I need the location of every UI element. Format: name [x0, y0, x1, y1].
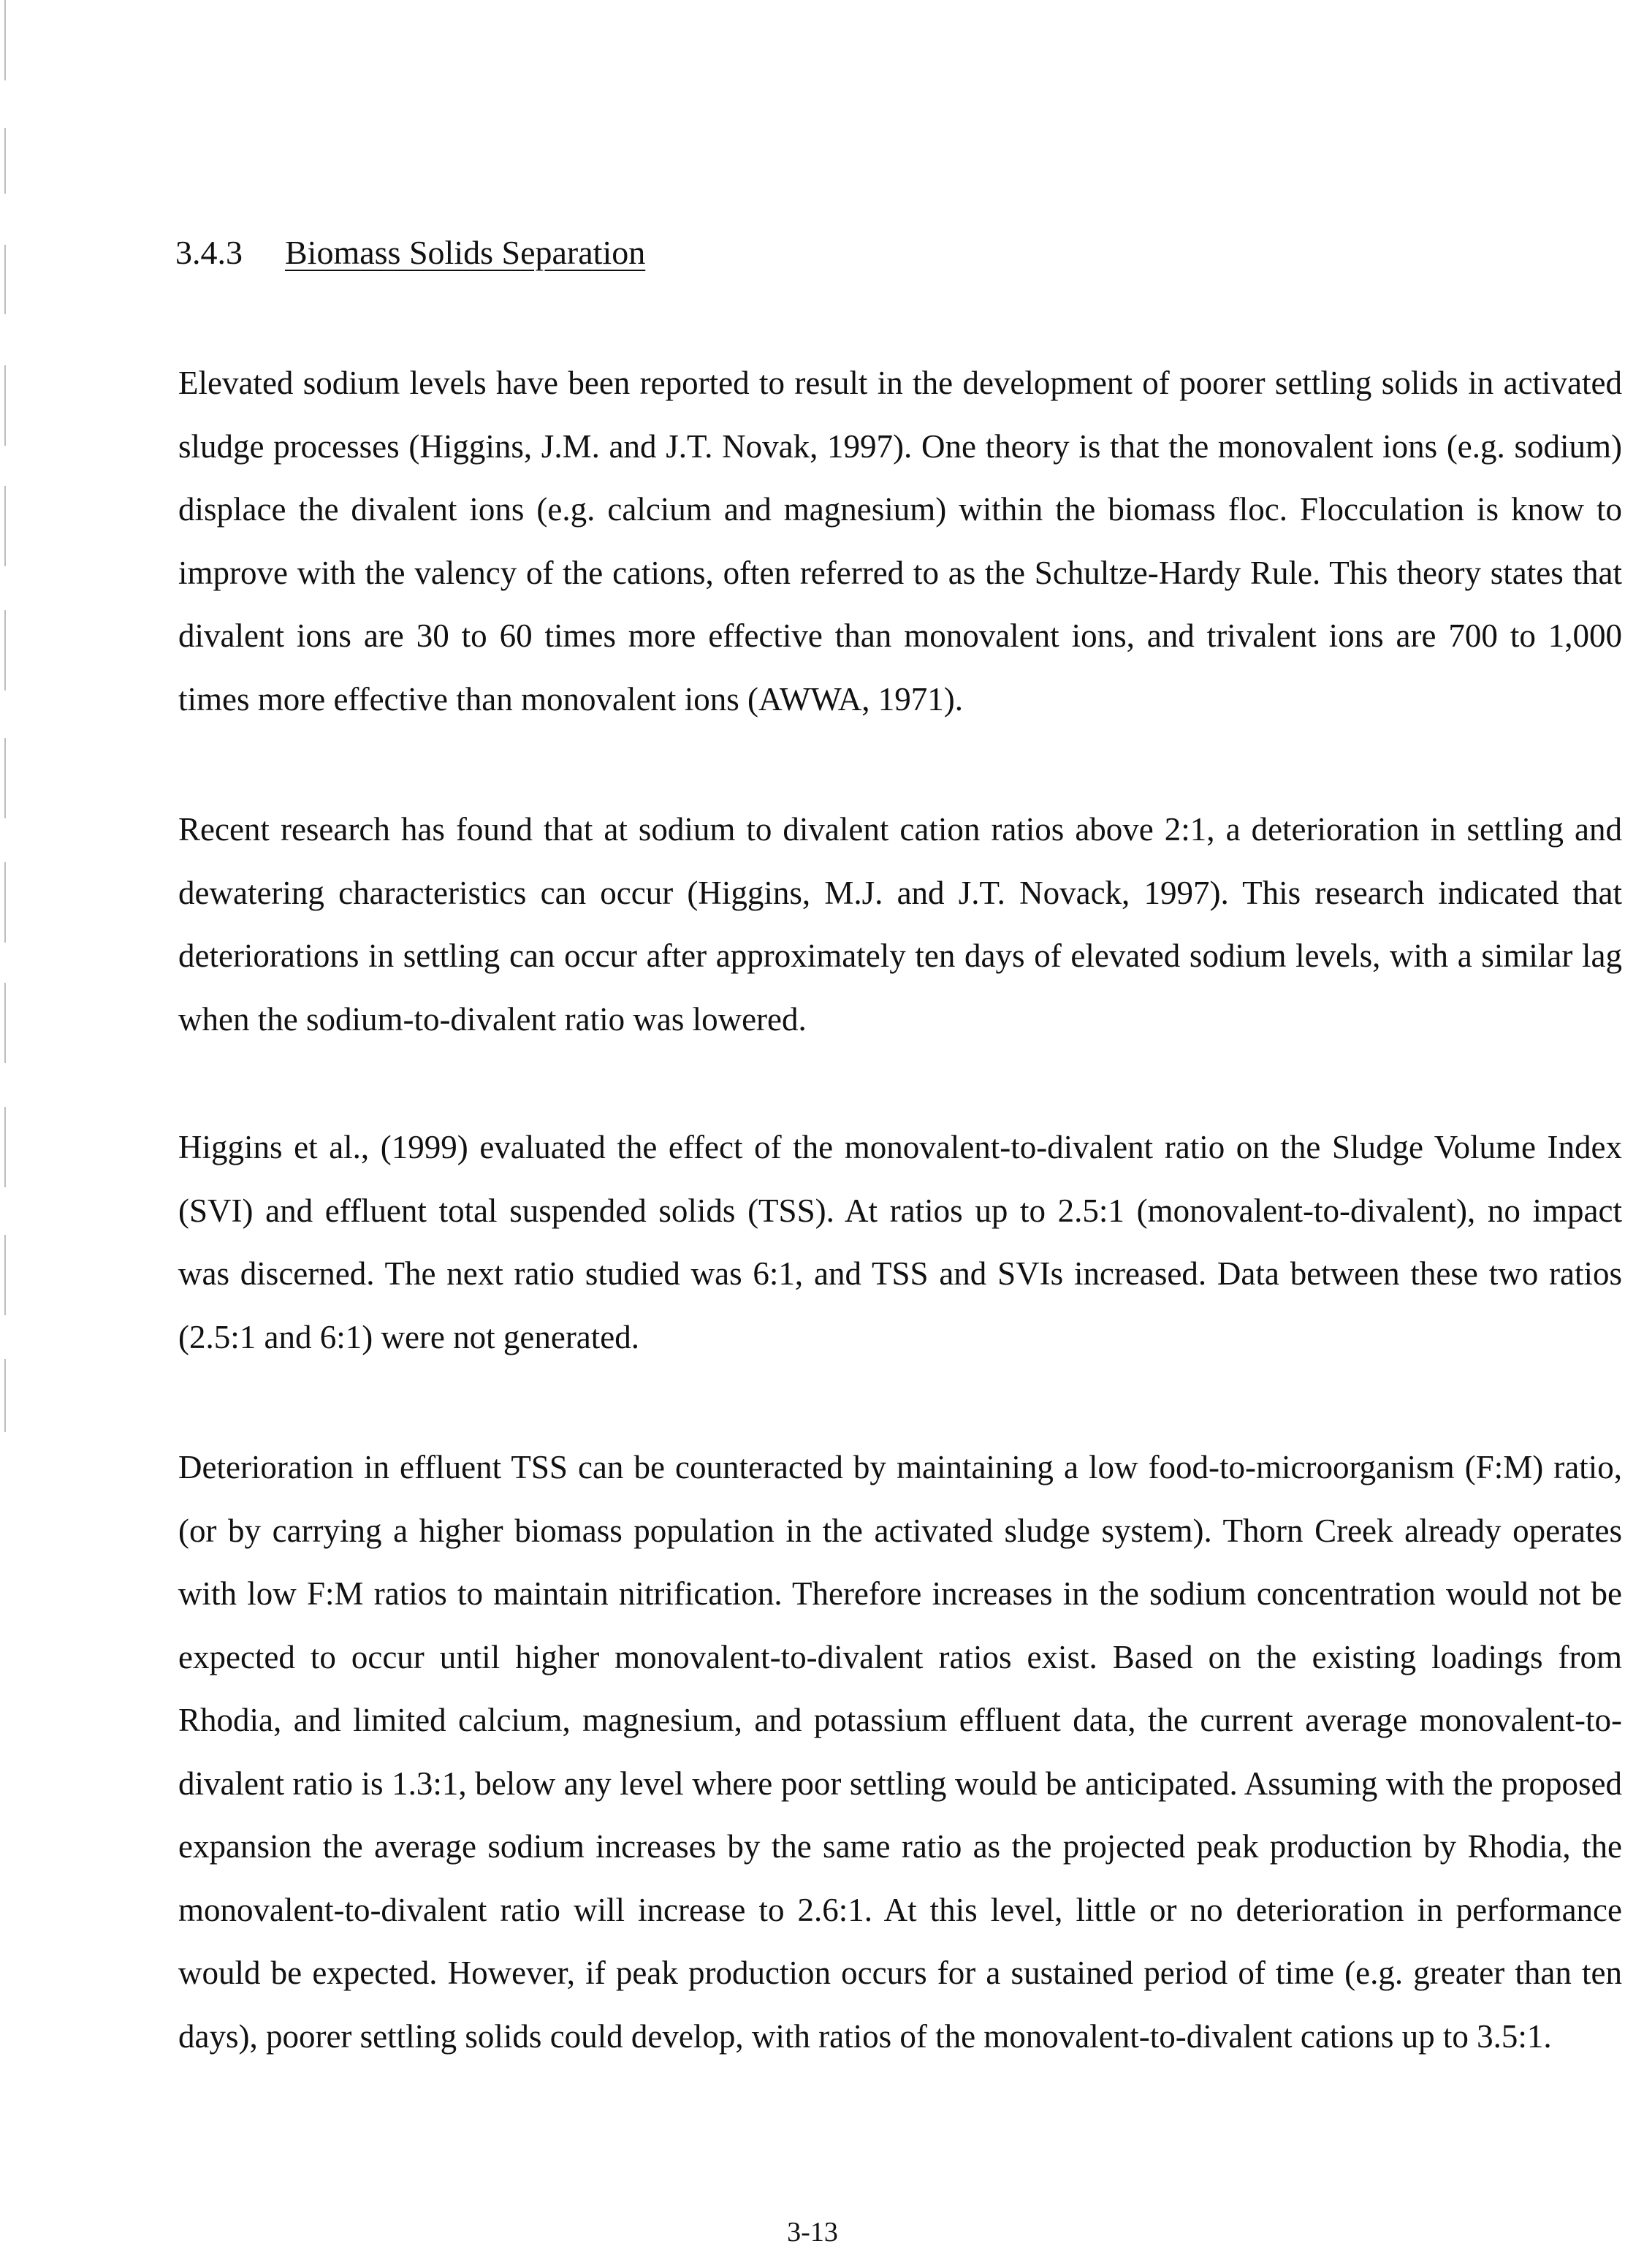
scan-edge-mark: [4, 365, 6, 446]
scan-edge-mark: [4, 1235, 6, 1315]
paragraph-sodium-settling: Elevated sodium levels have been reported to result in the development of poorer settling solids in activated sludge processes (Higgins, J.M. and J.T. Novak, 1997). One theory is that the monovalent ions (e.g. sodium) displace the divalent ions (e.g. calcium and magnesium) within the biomass floc. Flocculation is know to improve with the valency of the cations, often referred to as the Schultze-Hardy Rule. This theory states that divalent ions are 30 to 60 times more effective than monovalent ions, and trivalent ions are 700 to 1,000 times more effective than monovalent ions (AWWA, 1971).: [178, 365, 1622, 718]
page-number: 3-13: [787, 2217, 838, 2248]
scan-edge-mark: [4, 738, 6, 818]
section-title: Biomass Solids Separation: [285, 234, 646, 271]
paragraph-tss-deterioration: Deterioration in effluent TSS can be counteracted by maintaining a low food-to-microorganism (F:M) ratio, (or by carrying a higher biomass population in the activated sludge system). Thorn Creek already operates with low F:M ratios to maintain nitrification. Therefore increases in the sodium concentration would not be expected to occur until higher monovalent-to-divalent ratios exist. Based on the existing loadings from Rhodia, and limited calcium, magnesium, and potassium effluent data, the current average monovalent-to-divalent ratio is 1.3:1, below any level where poor settling would be anticipated. Assuming with the proposed expansion the average sodium increases by the same ratio as the projected peak production by Rhodia, the monovalent-to-divalent ratio will increase to 2.6:1. At this level, little or no deterioration in performance would be expected. However, if peak production occurs for a sustained period of time (e.g. greater than ten days), poorer settling solids could develop, with ratios of the monovalent-to-divalent cations up to 3.5:1.: [178, 1449, 1622, 2055]
scan-edge-mark: [4, 128, 6, 194]
scan-edge-mark: [4, 983, 6, 1063]
section-heading: [175, 228, 645, 278]
scan-edge-mark: [4, 862, 6, 943]
scan-edge-mark: [4, 245, 6, 314]
scan-edge-mark: [4, 1107, 6, 1187]
scan-edge-mark: [4, 486, 6, 566]
scan-edge-mark: [4, 610, 6, 690]
paragraph-recent-research: Recent research has found that at sodium to divalent cation ratios above 2:1, a deterioration in settling and dewatering characteristics can occur (Higgins, M.J. and J.T. Novack, 1997). This research indicated that deteriorations in settling can occur after approximately ten days of elevated sodium levels, with a similar lag when the sodium-to-divalent ratio was lowered.: [178, 811, 1622, 1038]
section-number: 3.4.3: [175, 234, 243, 271]
scan-edge-mark: [4, 0, 6, 80]
scan-edge-mark: [4, 1359, 6, 1432]
paragraph-higgins-1999: Higgins et al., (1999) evaluated the effect of the monovalent-to-divalent ratio on the Sludge Volume Index (SVI) and effluent total suspended solids (TSS). At ratios up to 2.5:1 (monovalent-to-divalent), no impact was discerned. The next ratio studied was 6:1, and TSS and SVIs increased. Data between these two ratios (2.5:1 and 6:1) were not generated.: [178, 1129, 1622, 1355]
